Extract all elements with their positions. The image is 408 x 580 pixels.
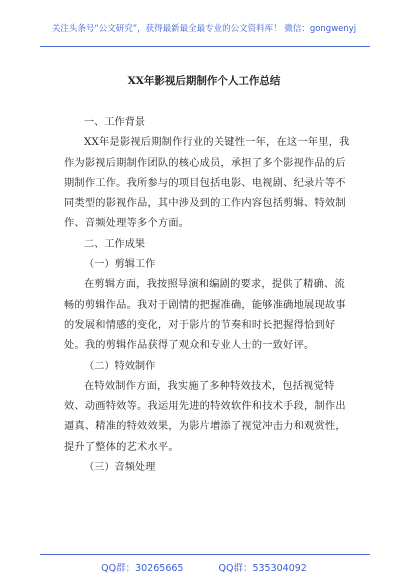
footer-qq-group-1: QQ群：30265665 <box>101 563 184 574</box>
subheading-editing: （一）剪辑工作 <box>84 259 156 271</box>
paragraph-effects: 在特效制作方面，我实施了多种特效技术，包括视觉特效、动画特效等。我运用先进的特效软件和技术手段，制作出逼真、精准的特效效果，为影片增添了视觉冲击力和观赏性，提升了整体的艺术水平。 <box>64 380 346 453</box>
document-title: XX年影视后期制作个人工作总结 <box>127 75 281 87</box>
paragraph-background: XX年是影视后期制作行业的关键性一年，在这一年里，我作为影视后期制作团队的核心成员，承担了多个影视作品的后期制作工作。我所参与的项目包括电影、电视剧、纪录片等不同类型的影视作品，其中涉及到的工作内容包括剪辑、特效制作、音频处理等多个方面。 <box>64 137 350 230</box>
section-heading-results: 二、工作成果 <box>84 238 146 250</box>
footer-qq-group-2: QQ群：535304092 <box>218 563 307 574</box>
paragraph-editing: 在剪辑方面，我按照导演和编剧的要求，提供了精确、流畅的剪辑作品。我对于剧情的把握准确，能够准确地展现故事的发展和情感的变化，对于影片的节奏和时长把握得恰到好处。我的剪辑作品获得了观众和专业人士的一致好评。 <box>64 279 346 352</box>
subheading-audio: （三）音频处理 <box>84 462 156 474</box>
document-body <box>64 113 354 478</box>
header-note: 关注头条号“公文研究”，获得最新最全最专业的公文资料库！ 微信：gongwenyj <box>51 24 357 34</box>
footer-divider <box>40 554 370 555</box>
header-divider <box>40 46 370 47</box>
page-header <box>0 0 408 58</box>
section-heading-background: 一、工作背景 <box>84 117 146 128</box>
subheading-effects: （二）特效制作 <box>84 360 156 372</box>
page-footer <box>0 560 408 574</box>
